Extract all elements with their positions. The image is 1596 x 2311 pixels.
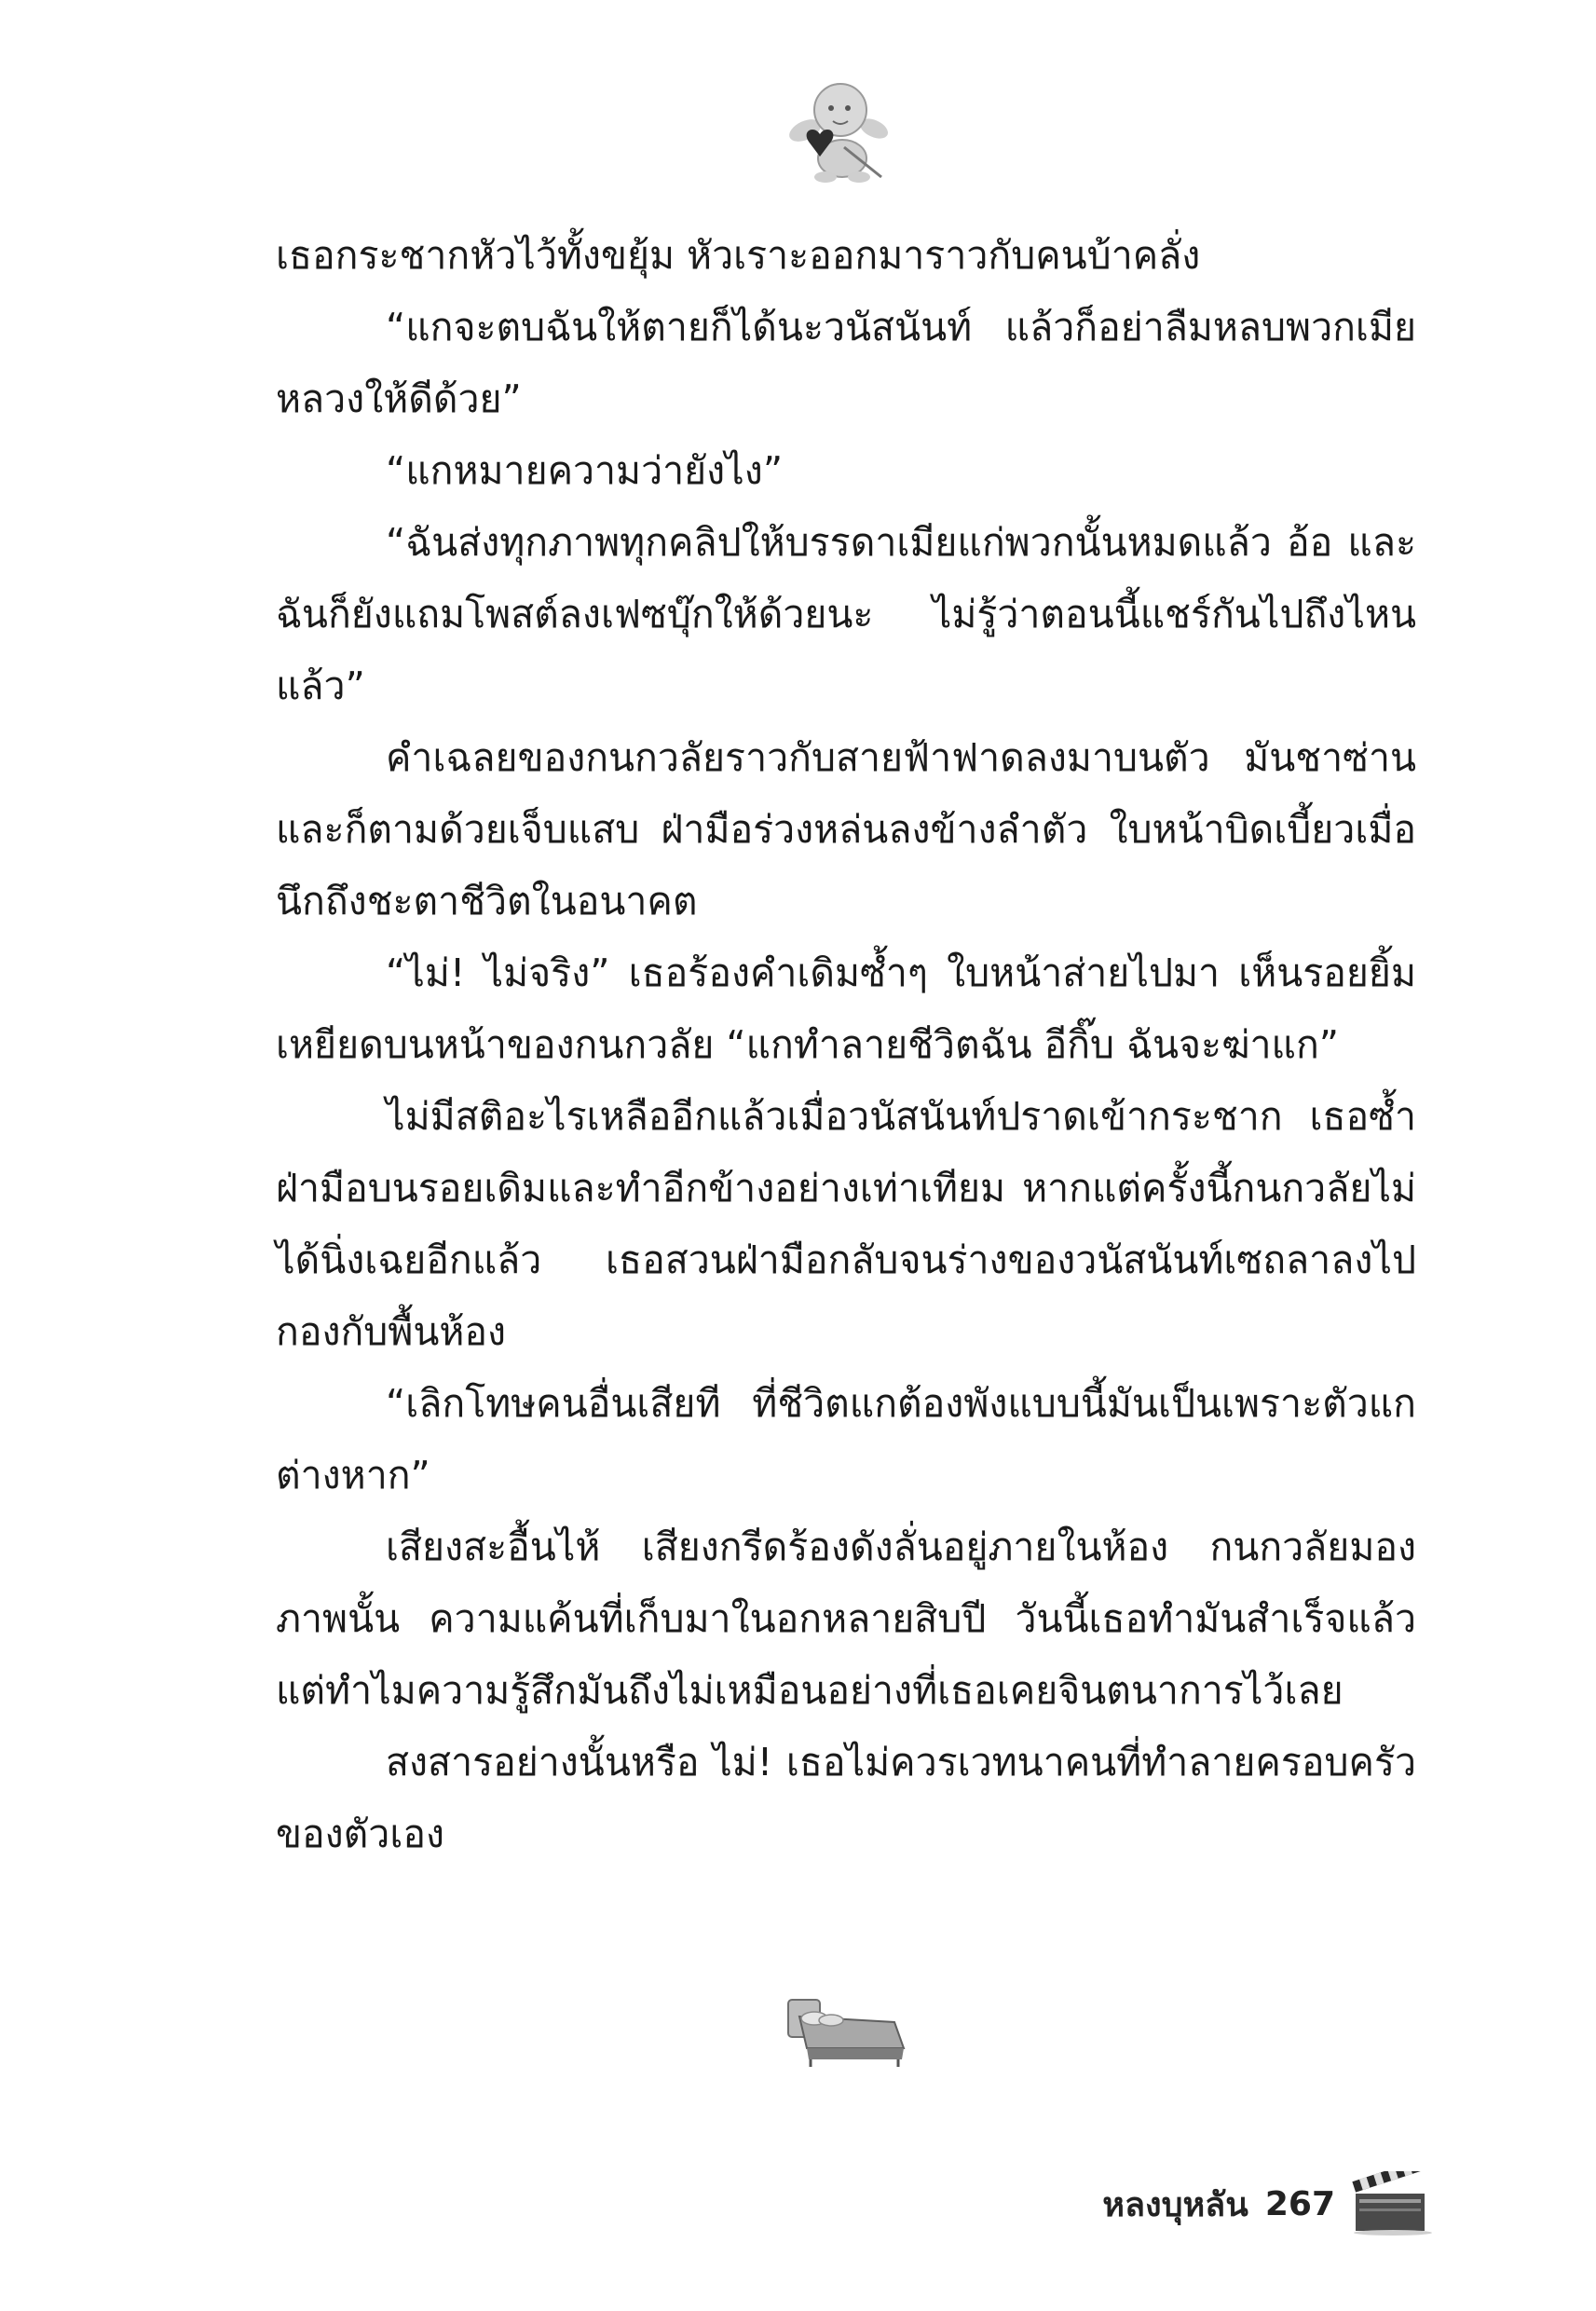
paragraph: “เลิกโทษคนอื่นเสียที ที่ชีวิตแกต้องพังแบบนี้มันเป็นเพราะตัวแกต่างหาก” (276, 1381, 1416, 1497)
paragraph: “ฉันส่งทุกภาพทุกคลิปให้บรรดาเมียแก่พวกนั้นหมดแล้ว อ้อ และฉันก็ยังแถมโพสต์ลงเฟซบุ๊กให้ด้วยนะ ไม่รู้ว่าตอนนี้แชร์กันไปถึงไหนแล้ว” (276, 520, 1416, 708)
body-text (276, 220, 1416, 1870)
page-footer (1102, 2171, 1438, 2236)
footer-book-title: หลงบุหลัน (1102, 2185, 1248, 2224)
paragraph: เธอกระชากหัวไว้ทั้งขยุ้ม หัวเราะออกมาราวกับคนบ้าคลั่ง (276, 233, 1201, 278)
paragraph: คำเฉลยของกนกวลัยราวกับสายฟ้าฟาดลงมาบนตัว มันชาซ่านและก็ตามด้วยเจ็บแสบ ฝ่ามือร่วงหล่นลงข้างลำตัว ใบหน้าบิดเบี้ยวเมื่อนึกถึงชะตาชีวิตในอนาคต (276, 735, 1416, 923)
bed-icon (781, 1994, 911, 2069)
paragraph: สงสารอย่างนั้นหรือ ไม่! เธอไม่ควรเวทนาคนที่ทำลายครอบครัวของตัวเอง (276, 1740, 1416, 1856)
paragraph: “ไม่! ไม่จริง” เธอร้องคำเดิมซ้ำๆ ใบหน้าส่ายไปมา เห็นรอยยิ้มเหยียดบนหน้าของกนกวลัย “แกทำลายชีวิตฉัน อีกิ๊บ ฉันจะฆ่าแก” (276, 950, 1416, 1067)
clapperboard-icon (1352, 2171, 1438, 2236)
paragraph: เสียงสะอื้นไห้ เสียงกรีดร้องดังลั่นอยู่ภายในห้อง กนกวลัยมองภาพนั้น ความแค้นที่เก็บมาในอกหลายสิบปี วันนี้เธอทำมันสำเร็จแล้ว แต่ทำไมความรู้สึกมันถึงไม่เหมือนอย่างที่เธอเคยจินตนาการไว้เลย (276, 1525, 1416, 1713)
cupid-heart-icon (788, 73, 889, 185)
paragraph: ไม่มีสติอะไรเหลืออีกแล้วเมื่อวนัสนันท์ปราดเข้ากระชาก เธอซ้ำฝ่ามือบนรอยเดิมและทำอีกข้างอย่างเท่าเทียม หากแต่ครั้งนี้กนกวลัยไม่ได้นิ่งเฉยอีกแล้ว เธอสวนฝ่ามือกลับจนร่างของวนัสนันท์เซถลาลงไปกองกับพื้นห้อง (276, 1094, 1416, 1354)
paragraph: “แกจะตบฉันให้ตายก็ได้นะวนัสนันท์ แล้วก็อย่าลืมหลบพวกเมียหลวงให้ดีด้วย” (276, 305, 1416, 421)
page-number: 267 (1264, 2184, 1335, 2223)
paragraph: “แกหมายความว่ายังไง” (386, 448, 784, 493)
